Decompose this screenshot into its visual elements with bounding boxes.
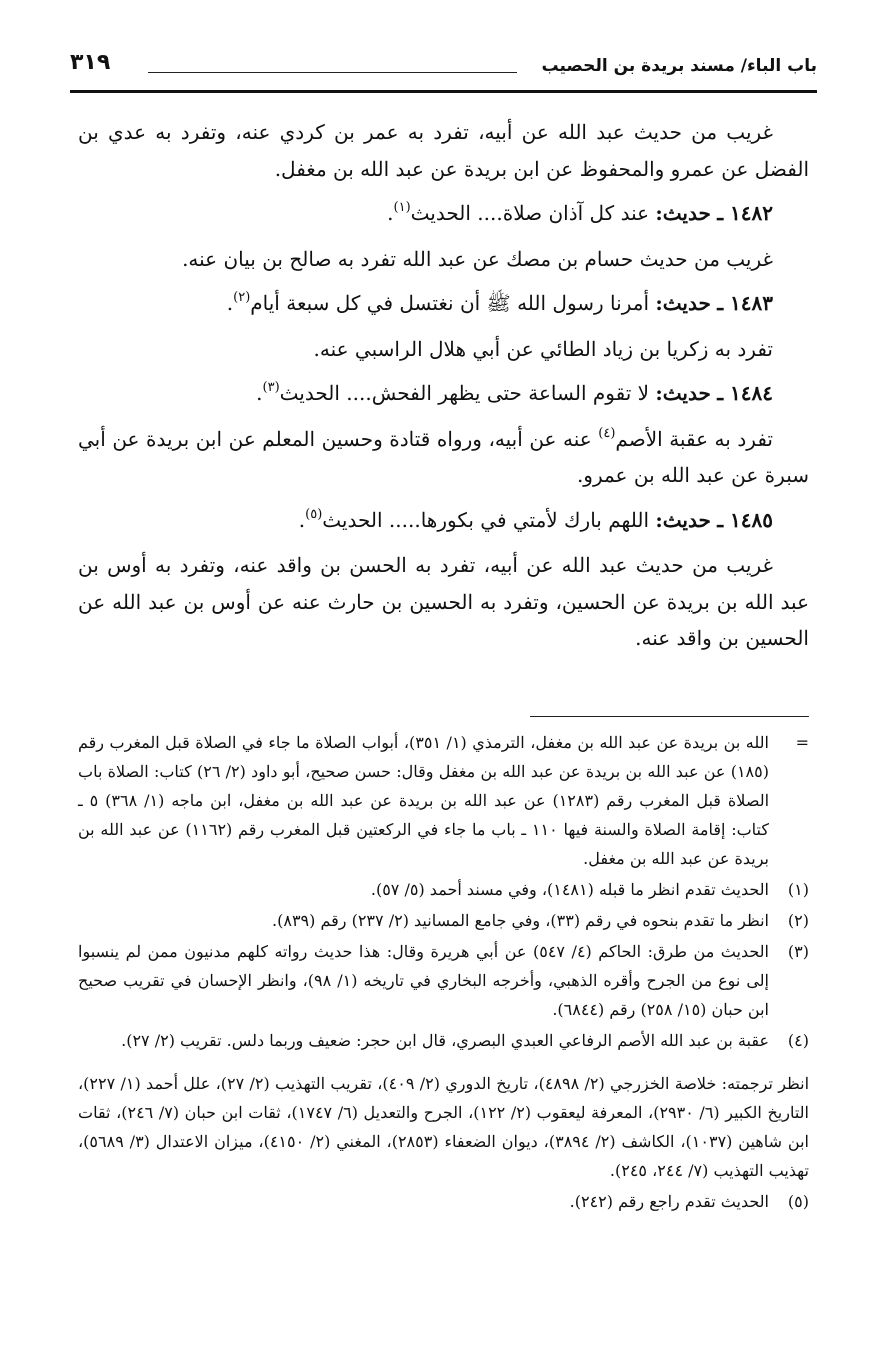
footnote-1 (78, 875, 809, 904)
hadith-entry-1483 (78, 285, 809, 322)
page-number: ٣١٩ (70, 50, 111, 75)
paragraph-text: عنه عن أبيه، ورواه قتادة وحسين المعلم عن ابن بريدة عن أبي سبرة عن عبد الله بن عمرو. (78, 426, 809, 487)
footnote-text: عقبة بن عبد الله الأصم الرفاعي العبدي البصري، قال ابن حجر: ضعيف وربما دلس. تقريب (٢/ ٢٧). (121, 1031, 769, 1050)
header-rule (70, 90, 817, 93)
entry-text: اللهم بارك لأمتي في بكورها..... الحديث (322, 507, 656, 532)
paragraph-text: تفرد به عقبة الأصم (615, 426, 774, 451)
footnote-5 (78, 1187, 809, 1216)
entry-number: ١٤٨٢ ـ (717, 201, 773, 225)
entry-text: عند كل آذان صلاة.... الحديث (410, 201, 656, 225)
footnote-mark: (١) (393, 200, 411, 215)
entry-keyword: حديث: (655, 201, 711, 225)
paragraph: غريب من حديث حسام بن مصك عن عبد الله تفرد به صالح بن بيان عنه. (182, 246, 773, 271)
footnote-3 (78, 937, 809, 1024)
chapter-title: باب الباء/ مسند بريدة بن الحصيب (541, 56, 817, 76)
paragraph: غريب من حديث عبد الله عن أبيه، تفرد به عمر بن كردي عنه، وتفرد به عدي بن الفضل عن عمرو والمحفوظ عن ابن بريدة عن عبد الله بن مغفل. (78, 120, 809, 181)
paragraph: تفرد به زكريا بن زياد الطائي عن أبي هلال الراسبي عنه. (313, 336, 773, 361)
hadith-entry-1484 (78, 375, 809, 412)
footnote-2 (78, 906, 809, 935)
footnote-4-continued: انظر ترجمته: خلاصة الخزرجي (٢/ ٤٨٩٨)، تاريخ الدوري (٢/ ٤٠٩)، تقريب التهذيب (٢/ ٢٧)، علل أحمد (١/ ٢٢٧)، التاريخ الكبير (٦/ ٢٩٣٠)، المعرفة ليعقوب (٢/ ١٢٢)، الجرح والتعديل (٦/ ١٧٤٧)، ثقات ابن حبان (٧/ ٢٤٦)، ثقات ابن شاهين (١٠٣٧)، الكاشف (٢/ ٣٨٩٤)، ديوان الضعفاء (٢٨٥٣)، المغني (٢/ ٤١٥٠)، ميزان الاعتدال (٣/ ٥٦٨٩)، تهذيب التهذيب (٧/ ٢٤٤، ٢٤٥). (78, 1074, 810, 1180)
footnote-4 (78, 1026, 809, 1055)
entry-number: ١٤٨٤ ـ (717, 381, 773, 405)
entry-number: ١٤٨٥ ـ (717, 507, 773, 532)
entry-end: . (226, 291, 234, 315)
hadith-entry-1482 (78, 195, 809, 232)
footnote-label: (٥) (787, 1192, 809, 1211)
footnote-text: الحديث تقدم انظر ما قبله (١٤٨١)، وفي مسند أحمد (٥/ ٥٧). (370, 880, 769, 899)
entry-end: . (298, 507, 306, 532)
running-header (70, 48, 817, 88)
entry-keyword: حديث: (655, 291, 711, 315)
footnote-text: الله بن بريدة عن عبد الله بن مغفل، الترمذي (١/ ٣٥١)، أبواب الصلاة ما جاء في الصلاة قبل المغرب رقم (١٨٥) عن عبد الله بن بريدة عن عبد الله بن مغفل وقال: حسن صحيح، أبو داود (٢/ ٢٦) كتاب: الصلاة باب الصلاة قبل المغرب رقم (١٢٨٣) عن عبد الله بن بريدة عن عبد الله بن مغفل، ابن ماجه (١/ ٣٦٨) ٥ ـ كتاب: إقامة الصلاة والسنة فيها ١١٠ ـ باب ما جاء في الركعتين قبل المغرب رقم (١١٦٢) عن عبد الله بن بريدة عن عبد الله بن مغفل. (78, 733, 770, 868)
paragraph (78, 421, 809, 494)
entry-keyword: حديث: (655, 507, 711, 532)
entry-end: . (256, 381, 263, 405)
footnote-label: = (795, 733, 809, 752)
footnote-mark: (٢) (233, 290, 251, 305)
hadith-entry-1485 (78, 502, 809, 539)
footnote-separator (530, 716, 809, 717)
footnote-label: (٢) (787, 911, 809, 930)
entry-number: ١٤٨٣ ـ (717, 291, 773, 315)
footnote-mark: (٤) (598, 425, 616, 441)
entry-text: لا تقوم الساعة حتى يظهر الفحش.... الحديث (279, 381, 656, 405)
footnote-label: (٣) (787, 942, 809, 961)
footnote-label: (١) (787, 880, 809, 899)
footnote-mark: (٥) (305, 506, 323, 522)
entry-text: أمرنا رسول الله ﷺ أن نغتسل في كل سبعة أيام (250, 291, 656, 315)
footnote-text: انظر ما تقدم بنحوه في رقم (٣٣)، وفي جامع المسانيد (٢/ ٢٣٧) رقم (٨٣٩). (272, 911, 769, 930)
main-text (78, 114, 809, 665)
footnote-mark: (٣) (262, 380, 280, 395)
footnote-label: (٤) (787, 1031, 809, 1050)
footnotes (78, 728, 809, 1218)
entry-end: . (387, 201, 394, 225)
footnote-continued (78, 728, 809, 873)
footnote-text: الحديث تقدم راجع رقم (٢٤٢). (569, 1192, 769, 1211)
paragraph: غريب من حديث عبد الله عن أبيه، تفرد به الحسن بن واقد عنه، وتفرد به أوس بن عبد الله بن بريدة عن الحسين، وتفرد به الحسين بن حارث عنه عن أوس بن عبد الله عن الحسين بن واقد عنه. (78, 553, 809, 650)
footnote-text: الحديث من طرق: الحاكم (٤/ ٥٤٧) عن أبي هريرة وقال: هذا حديث رواته كلهم مدنيون ممن لم ينسبوا إلى نوع من الجرح وأقره الذهبي، وأخرجه البخاري في تاريخه (١/ ٩٨)، وانظر الإحسان في تقريب صحيح ابن حبان (١٥/ ٢٥٨) رقم (٦٨٤٤). (78, 942, 770, 1019)
entry-keyword: حديث: (655, 381, 711, 405)
header-line (148, 72, 517, 73)
